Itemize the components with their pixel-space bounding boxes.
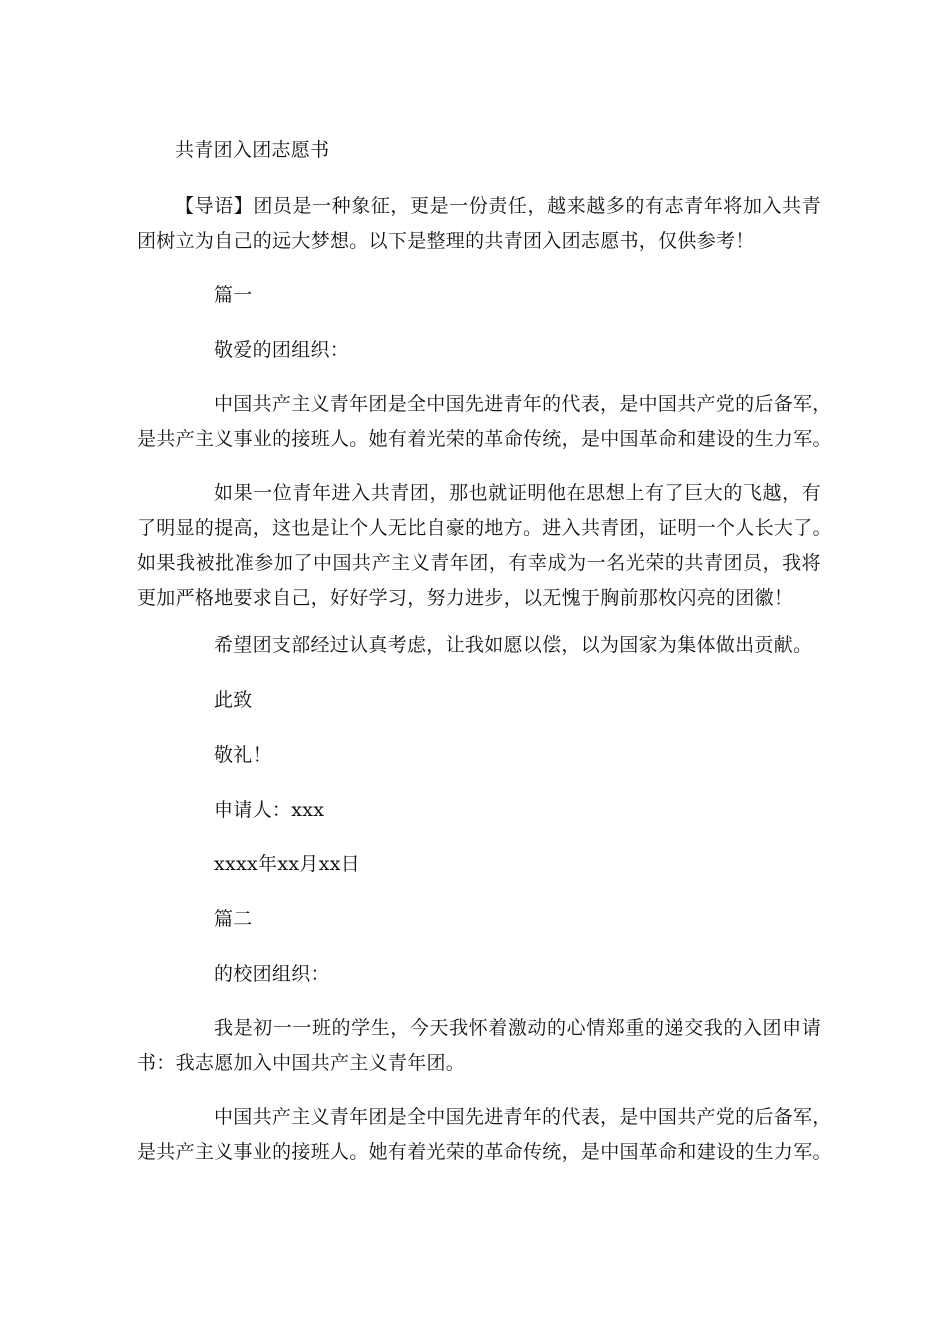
section-1-salutation: 敬爱的团组织： bbox=[214, 339, 350, 361]
section-1-paragraph-2-line-1: 如果一位青年进入共青团，那也就证明他在思想上有了巨大的飞越，有 bbox=[214, 482, 821, 504]
section-1-paragraph-1-line-1: 中国共产主义青年团是全中国先进青年的代表，是中国共产党的后备军， bbox=[214, 393, 832, 415]
section-1-paragraph-2-line-4: 更加严格地要求自己，好好学习，努力进步，以无愧于胸前那枚闪亮的团徽！ bbox=[137, 587, 794, 609]
closing-line-1: 此致 bbox=[214, 689, 253, 711]
section-2-salutation: 的校团组织： bbox=[214, 963, 330, 985]
intro-line-2: 团树立为自己的远大梦想。以下是整理的共青团入团志愿书，仅供参考！ bbox=[137, 230, 755, 252]
closing-line-2: 敬礼！ bbox=[214, 744, 272, 766]
section-1-paragraph-2-line-2: 了明显的提高，这也是让个人无比自豪的地方。进入共青团，证明一个人长大了。 bbox=[137, 517, 832, 539]
section-1-paragraph-1-line-2: 是共产主义事业的接班人。她有着光荣的革命传统，是中国革命和建设的生力军。 bbox=[137, 428, 832, 450]
section-2-paragraph-2-line-2: 是共产主义事业的接班人。她有着光荣的革命传统，是中国革命和建设的生力军。 bbox=[137, 1141, 832, 1163]
section-2-paragraph-1-line-2: 书：我志愿加入中国共产主义青年团。 bbox=[137, 1052, 466, 1074]
section-2-heading: 篇二 bbox=[214, 908, 253, 930]
section-2-paragraph-1-line-1: 我是初一一班的学生，今天我怀着激动的心情郑重的递交我的入团申请 bbox=[214, 1017, 821, 1039]
document-title: 共青团入团志愿书 bbox=[175, 139, 330, 161]
applicant-signature: 申请人：xxx bbox=[214, 799, 325, 821]
section-1-heading: 篇一 bbox=[214, 284, 253, 306]
section-1-paragraph-3: 希望团支部经过认真考虑，让我如愿以偿，以为国家为集体做出贡献。 bbox=[214, 634, 813, 656]
application-date: xxxx年xx月xx日 bbox=[214, 853, 361, 875]
section-1-paragraph-2-line-3: 如果我被批准参加了中国共产主义青年团，有幸成为一名光荣的共青团员，我将 bbox=[137, 552, 821, 574]
section-2-paragraph-2-line-1: 中国共产主义青年团是全中国先进青年的代表，是中国共产党的后备军， bbox=[214, 1106, 832, 1128]
intro-line-1: 【导语】团员是一种象征，更是一份责任，越来越多的有志青年将加入共青 bbox=[175, 195, 821, 217]
